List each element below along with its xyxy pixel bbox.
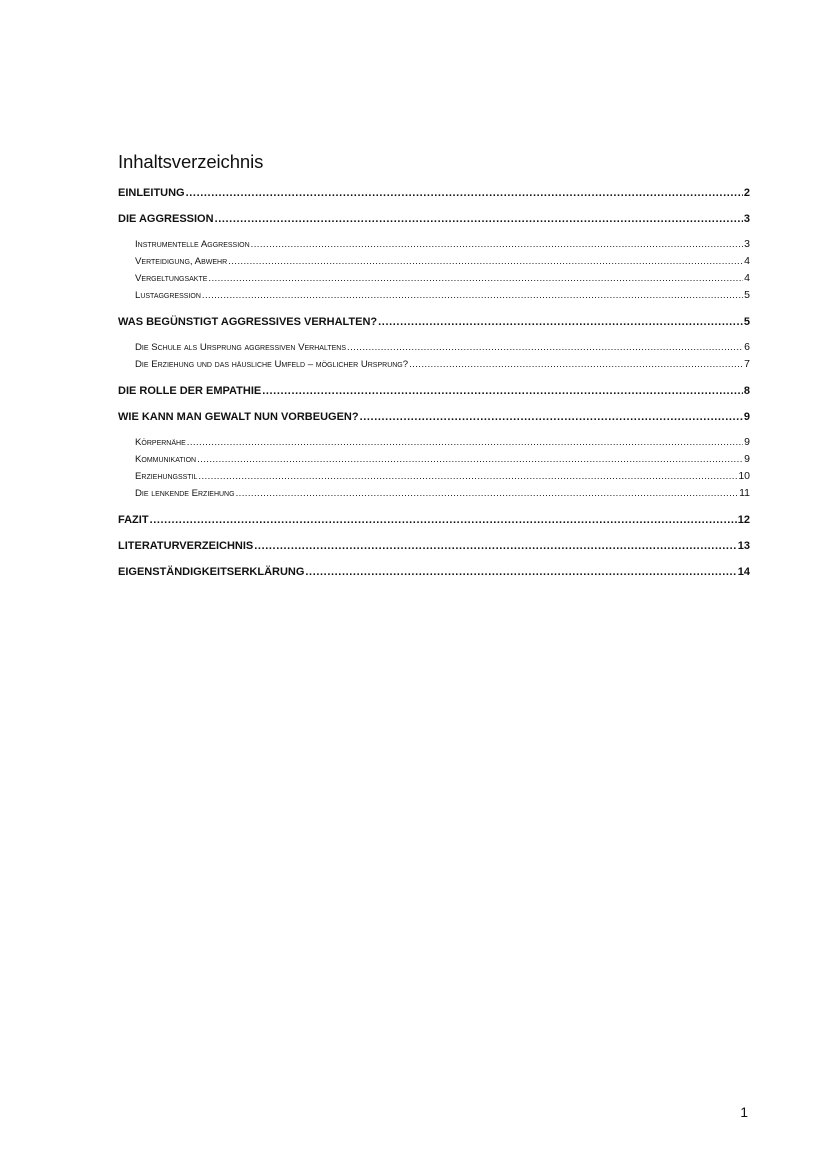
toc-entry-schule-ursprung[interactable] bbox=[118, 339, 750, 356]
toc-entry-page: 4 bbox=[744, 272, 750, 284]
toc-entry-fazit[interactable] bbox=[118, 513, 750, 528]
toc-entry-page: 8 bbox=[743, 385, 750, 397]
toc-dot-leader bbox=[208, 270, 743, 287]
toc-entry-label: Lustaggression bbox=[135, 290, 201, 301]
toc-dot-leader bbox=[150, 513, 737, 528]
toc-entry-kommunikation[interactable] bbox=[118, 451, 750, 468]
footer-page-number: 1 bbox=[740, 1104, 748, 1120]
toc-dot-leader bbox=[347, 339, 743, 356]
toc-entry-literaturverzeichnis[interactable] bbox=[118, 539, 750, 554]
toc-dot-leader bbox=[251, 236, 743, 253]
toc-entry-page: 7 bbox=[744, 358, 750, 370]
toc-entry-lustaggression[interactable] bbox=[118, 287, 750, 304]
toc-entry-label: Instrumentelle Aggression bbox=[135, 239, 250, 250]
toc-dot-leader bbox=[202, 287, 743, 304]
table-of-contents bbox=[118, 186, 750, 580]
toc-entry-label: Die Erziehung und das häusliche Umfeld – möglicher Ursprung? bbox=[135, 359, 409, 370]
toc-entry-page: 9 bbox=[743, 411, 750, 423]
toc-entry-label: DIE ROLLE DER EMPATHIE bbox=[118, 385, 262, 397]
toc-entry-page: 4 bbox=[744, 255, 750, 267]
toc-entry-label: WAS BEGÜNSTIGT AGGRESSIVES VERHALTEN? bbox=[118, 316, 378, 328]
toc-entry-erziehungsstil[interactable] bbox=[118, 468, 750, 485]
toc-entry-page: 3 bbox=[743, 213, 750, 225]
toc-dot-leader bbox=[254, 539, 736, 554]
toc-entry-label: Die Schule als Ursprung aggressiven Verhaltens bbox=[135, 342, 347, 353]
toc-entry-label: Erziehungsstil bbox=[135, 471, 198, 482]
toc-title: Inhaltsverzeichnis bbox=[118, 151, 264, 172]
toc-entry-eigenstaendigkeitserklaerung[interactable] bbox=[118, 565, 750, 580]
toc-entry-page: 2 bbox=[743, 187, 750, 199]
toc-entry-gewalt-vorbeugen[interactable] bbox=[118, 410, 750, 425]
toc-entry-erziehung-umfeld[interactable] bbox=[118, 356, 750, 373]
toc-entry-page: 9 bbox=[744, 436, 750, 448]
toc-entry-page: 14 bbox=[737, 566, 750, 578]
toc-entry-page: 6 bbox=[744, 341, 750, 353]
toc-dot-leader bbox=[198, 468, 737, 485]
toc-entry-label: Kommunikation bbox=[135, 454, 197, 465]
toc-entry-label: EINLEITUNG bbox=[118, 187, 185, 199]
toc-entry-page: 10 bbox=[738, 470, 750, 482]
toc-dot-leader bbox=[236, 485, 739, 502]
toc-entry-label: Verteidigung, Abwehr bbox=[135, 256, 228, 267]
toc-entry-label: Körpernähe bbox=[135, 437, 186, 448]
toc-entry-label: FAZIT bbox=[118, 514, 149, 526]
toc-dot-leader bbox=[197, 451, 743, 468]
toc-entry-koerpernaehe[interactable] bbox=[118, 434, 750, 451]
toc-dot-leader bbox=[187, 434, 743, 451]
toc-dot-leader bbox=[186, 186, 743, 201]
toc-dot-leader bbox=[409, 356, 743, 373]
toc-entry-lenkende-erziehung[interactable] bbox=[118, 485, 750, 502]
toc-entry-einleitung[interactable] bbox=[118, 186, 750, 201]
toc-entry-page: 12 bbox=[737, 514, 750, 526]
toc-entry-rolle-empathie[interactable] bbox=[118, 384, 750, 399]
toc-entry-label: Vergeltungsakte bbox=[135, 273, 208, 284]
toc-entry-verteidigung-abwehr[interactable] bbox=[118, 253, 750, 270]
toc-entry-label: EIGENSTÄNDIGKEITSERKLÄRUNG bbox=[118, 566, 305, 578]
toc-entry-label: DIE AGGRESSION bbox=[118, 213, 214, 225]
toc-entry-page: 5 bbox=[744, 289, 750, 301]
toc-entry-was-beguenstigt[interactable] bbox=[118, 315, 750, 330]
toc-dot-leader bbox=[360, 410, 743, 425]
toc-dot-leader bbox=[262, 384, 743, 399]
toc-entry-label: Die lenkende Erziehung bbox=[135, 488, 235, 499]
toc-entry-label: LITERATURVERZEICHNIS bbox=[118, 540, 254, 552]
toc-entry-vergeltungsakte[interactable] bbox=[118, 270, 750, 287]
toc-entry-instrumentelle-aggression[interactable] bbox=[118, 236, 750, 253]
toc-dot-leader bbox=[378, 315, 743, 330]
toc-dot-leader bbox=[228, 253, 743, 270]
toc-entry-page: 11 bbox=[739, 487, 750, 499]
toc-dot-leader bbox=[215, 212, 743, 227]
toc-entry-page: 13 bbox=[737, 540, 750, 552]
toc-dot-leader bbox=[305, 565, 736, 580]
toc-entry-page: 3 bbox=[744, 238, 750, 250]
toc-entry-label: WIE KANN MAN GEWALT NUN VORBEUGEN? bbox=[118, 411, 359, 423]
toc-entry-die-aggression[interactable] bbox=[118, 212, 750, 227]
toc-entry-page: 9 bbox=[744, 453, 750, 465]
toc-entry-page: 5 bbox=[743, 316, 750, 328]
